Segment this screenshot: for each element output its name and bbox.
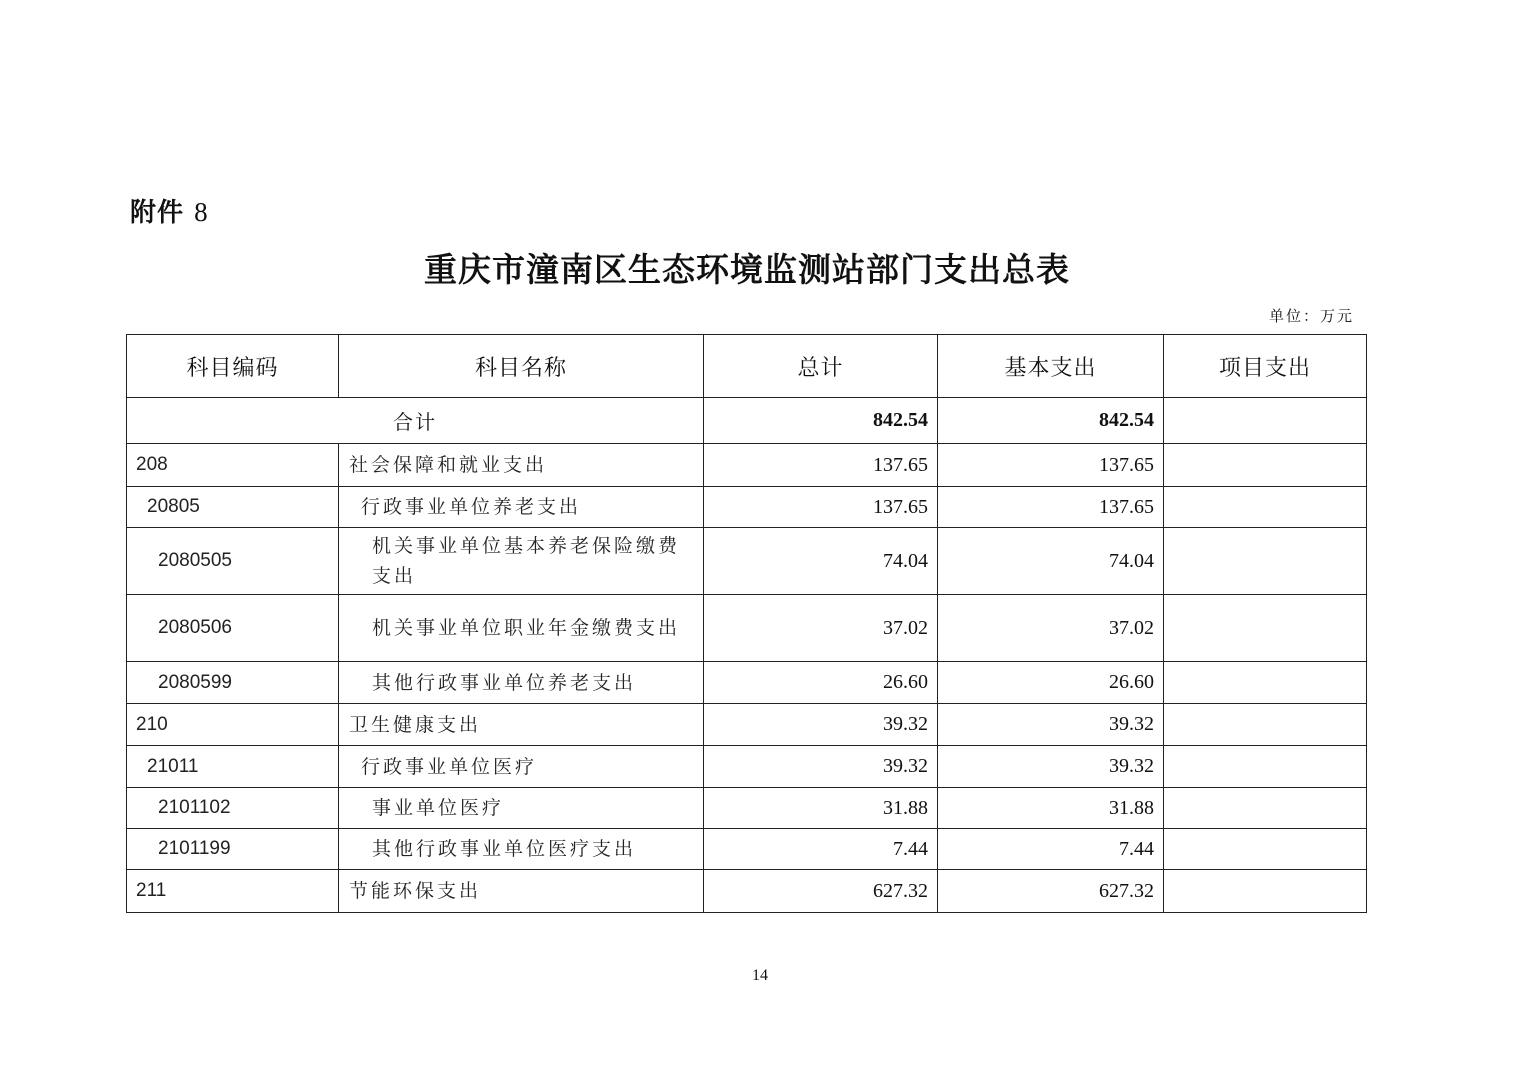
table-row [127, 788, 1367, 829]
row-name: 节能环保支出 [339, 870, 704, 913]
column-header-code: 科目编码 [127, 335, 339, 398]
table-header-row [127, 335, 1367, 398]
table-row [127, 870, 1367, 913]
row-basic: 627.32 [938, 870, 1164, 913]
row-code: 2080599 [127, 662, 339, 704]
row-basic: 7.44 [938, 829, 1164, 870]
column-header-total: 总计 [704, 335, 938, 398]
row-code: 2080505 [127, 528, 339, 595]
row-code: 21011 [127, 746, 339, 788]
row-total: 39.32 [704, 746, 938, 788]
row-name: 卫生健康支出 [339, 704, 704, 746]
total-basic-amount: 842.54 [938, 398, 1164, 444]
row-project [1164, 788, 1367, 829]
row-total: 39.32 [704, 704, 938, 746]
row-code: 208 [127, 444, 339, 487]
row-project [1164, 444, 1367, 487]
row-total: 74.04 [704, 528, 938, 595]
column-header-project: 项目支出 [1164, 335, 1367, 398]
table-row [127, 704, 1367, 746]
row-name: 其他行政事业单位医疗支出 [339, 829, 704, 870]
column-header-name: 科目名称 [339, 335, 704, 398]
page-number: 14 [752, 967, 768, 984]
row-total: 137.65 [704, 444, 938, 487]
row-code: 2080506 [127, 595, 339, 662]
table-row [127, 829, 1367, 870]
row-project [1164, 487, 1367, 528]
row-name: 事业单位医疗 [339, 788, 704, 829]
row-name: 行政事业单位养老支出 [339, 487, 704, 528]
total-label: 合计 [127, 398, 704, 444]
table-row [127, 662, 1367, 704]
row-project [1164, 746, 1367, 788]
row-basic: 39.32 [938, 704, 1164, 746]
row-total: 627.32 [704, 870, 938, 913]
row-project [1164, 662, 1367, 704]
row-basic: 31.88 [938, 788, 1164, 829]
row-project [1164, 595, 1367, 662]
row-basic: 37.02 [938, 595, 1164, 662]
row-name: 社会保障和就业支出 [339, 444, 704, 487]
total-row [127, 398, 1367, 444]
table-row [127, 444, 1367, 487]
row-name: 行政事业单位医疗 [339, 746, 704, 788]
expenditure-table [126, 334, 1367, 913]
row-total: 137.65 [704, 487, 938, 528]
row-code: 211 [127, 870, 339, 913]
row-basic: 137.65 [938, 444, 1164, 487]
attachment-label [130, 192, 209, 229]
row-project [1164, 704, 1367, 746]
row-project [1164, 829, 1367, 870]
table-row [127, 746, 1367, 788]
table-row [127, 487, 1367, 528]
row-basic: 74.04 [938, 528, 1164, 595]
attachment-text: 附件 [130, 198, 185, 228]
document-title: 重庆市潼南区生态环境监测站部门支出总表 [424, 250, 1070, 289]
row-code: 20805 [127, 487, 339, 528]
row-basic: 137.65 [938, 487, 1164, 528]
unit-label: 单位：万元 [1268, 307, 1354, 325]
table-row [127, 528, 1367, 595]
row-name: 机关事业单位基本养老保险缴费支出 [339, 528, 704, 595]
row-basic: 26.60 [938, 662, 1164, 704]
row-project [1164, 870, 1367, 913]
row-total: 26.60 [704, 662, 938, 704]
row-code: 2101102 [127, 788, 339, 829]
row-basic: 39.32 [938, 746, 1164, 788]
attachment-number: 8 [194, 197, 209, 227]
row-total: 7.44 [704, 829, 938, 870]
table-row [127, 595, 1367, 662]
row-total: 37.02 [704, 595, 938, 662]
row-project [1164, 528, 1367, 595]
row-code: 2101199 [127, 829, 339, 870]
row-name: 机关事业单位职业年金缴费支出 [339, 595, 704, 662]
row-total: 31.88 [704, 788, 938, 829]
total-project-amount [1164, 398, 1367, 444]
total-amount: 842.54 [704, 398, 938, 444]
row-name: 其他行政事业单位养老支出 [339, 662, 704, 704]
row-code: 210 [127, 704, 339, 746]
column-header-basic: 基本支出 [938, 335, 1164, 398]
